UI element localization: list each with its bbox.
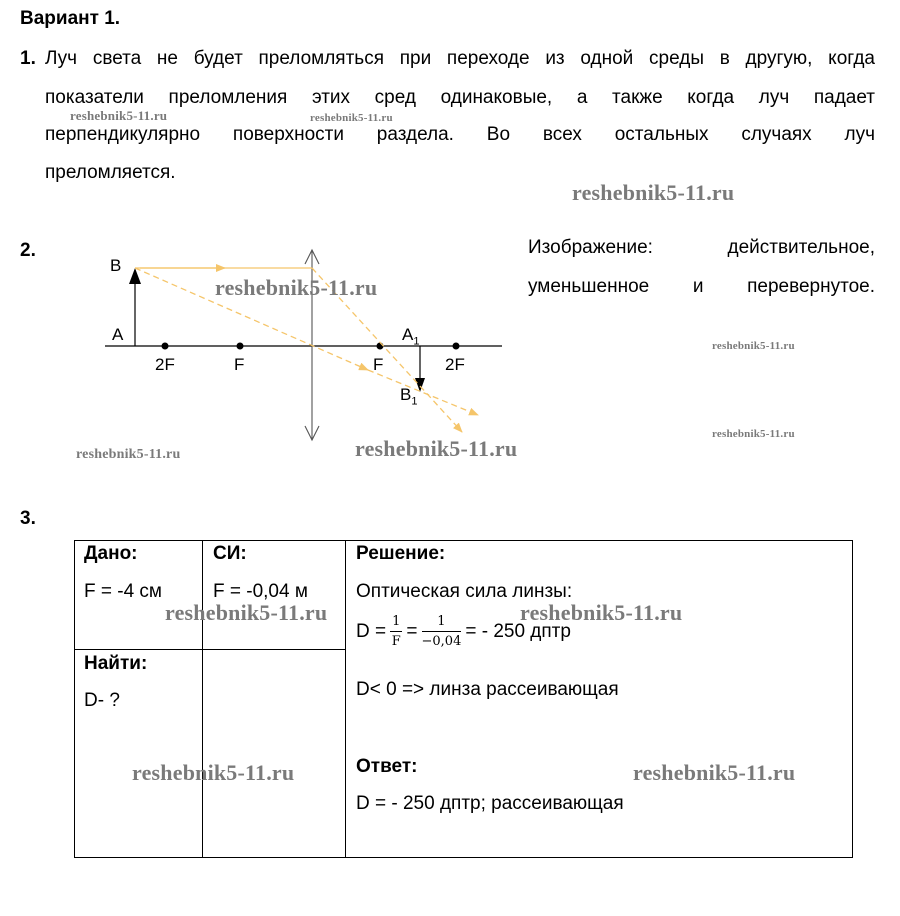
solution-line-3: D< 0 => линза рассеивающая bbox=[356, 679, 619, 700]
label-a: A bbox=[112, 325, 124, 344]
fraction-2 bbox=[422, 614, 462, 649]
watermark: reshebnik5-11.ru bbox=[633, 760, 796, 785]
question-2-answer-line-2: уменьшенное и перевернутое. bbox=[528, 276, 875, 297]
label-a1: $A_1$ bbox=[402, 325, 420, 348]
answer-header: Ответ: bbox=[356, 756, 418, 777]
fraction-2-numerator: 1 bbox=[422, 614, 462, 632]
watermark: reshebnik5-11.ru bbox=[355, 436, 518, 461]
watermark: reshebnik5-11.ru bbox=[712, 340, 795, 352]
formula-result: = - 250 дптр bbox=[465, 620, 571, 642]
label-b1: $B_1$ bbox=[400, 385, 418, 408]
naiti-value: D- ? bbox=[84, 690, 120, 711]
watermark: reshebnik5-11.ru bbox=[76, 447, 181, 462]
question-1-line-4: преломляется. bbox=[45, 162, 176, 183]
solution-line-1: Оптическая сила линзы: bbox=[356, 581, 573, 602]
question-3-number: 3. bbox=[20, 508, 36, 529]
label-2f-left: 2F bbox=[155, 355, 175, 374]
dano-value: F = -4 см bbox=[84, 581, 162, 602]
dano-header: Дано: bbox=[84, 543, 138, 564]
fraction-1-denominator: F bbox=[391, 634, 401, 649]
question-2-answer-line-1: Изображение: действительное, bbox=[528, 237, 875, 258]
watermark: reshebnik5-11.ru bbox=[572, 180, 735, 205]
formula-prefix: D = bbox=[356, 620, 387, 642]
question-2-number: 2. bbox=[20, 240, 36, 261]
si-value: F = -0,04 м bbox=[213, 581, 308, 602]
label-f-left: F bbox=[234, 355, 245, 374]
watermark: reshebnik5-11.ru bbox=[215, 275, 378, 300]
fraction-1-numerator: 1 bbox=[390, 614, 402, 632]
label-b: B bbox=[110, 256, 122, 275]
question-1-number: 1. bbox=[20, 48, 36, 69]
fraction-2-denominator: −0,04 bbox=[421, 634, 462, 649]
watermark: reshebnik5-11.ru bbox=[70, 108, 168, 123]
question-1-line-2: показатели преломления этих сред одинаковые, а также когда луч падает bbox=[45, 87, 875, 108]
naiti-header: Найти: bbox=[84, 653, 148, 674]
watermark: reshebnik5-11.ru bbox=[310, 112, 393, 124]
label-f-right: F bbox=[373, 355, 384, 374]
watermark: reshebnik5-11.ru bbox=[520, 600, 683, 625]
question-1-line-3: перпендикулярно поверхности раздела. Во всех остальных случаях луч bbox=[45, 124, 875, 145]
formula-equals: = bbox=[406, 620, 418, 642]
watermark: reshebnik5-11.ru bbox=[165, 600, 328, 625]
fraction-1-over-f bbox=[390, 614, 402, 649]
question-1-line-1: Луч света не будет преломляться при переходе из одной среды в другую, когда bbox=[45, 48, 875, 69]
label-2f-right: 2F bbox=[445, 355, 465, 374]
page-title: Вариант 1. bbox=[20, 8, 121, 29]
watermark: reshebnik5-11.ru bbox=[712, 428, 795, 440]
answer-text: D = - 250 дптр; рассеивающая bbox=[356, 793, 624, 814]
si-header: СИ: bbox=[213, 543, 247, 564]
solution-header: Решение: bbox=[356, 543, 446, 564]
watermark: reshebnik5-11.ru bbox=[132, 760, 295, 785]
